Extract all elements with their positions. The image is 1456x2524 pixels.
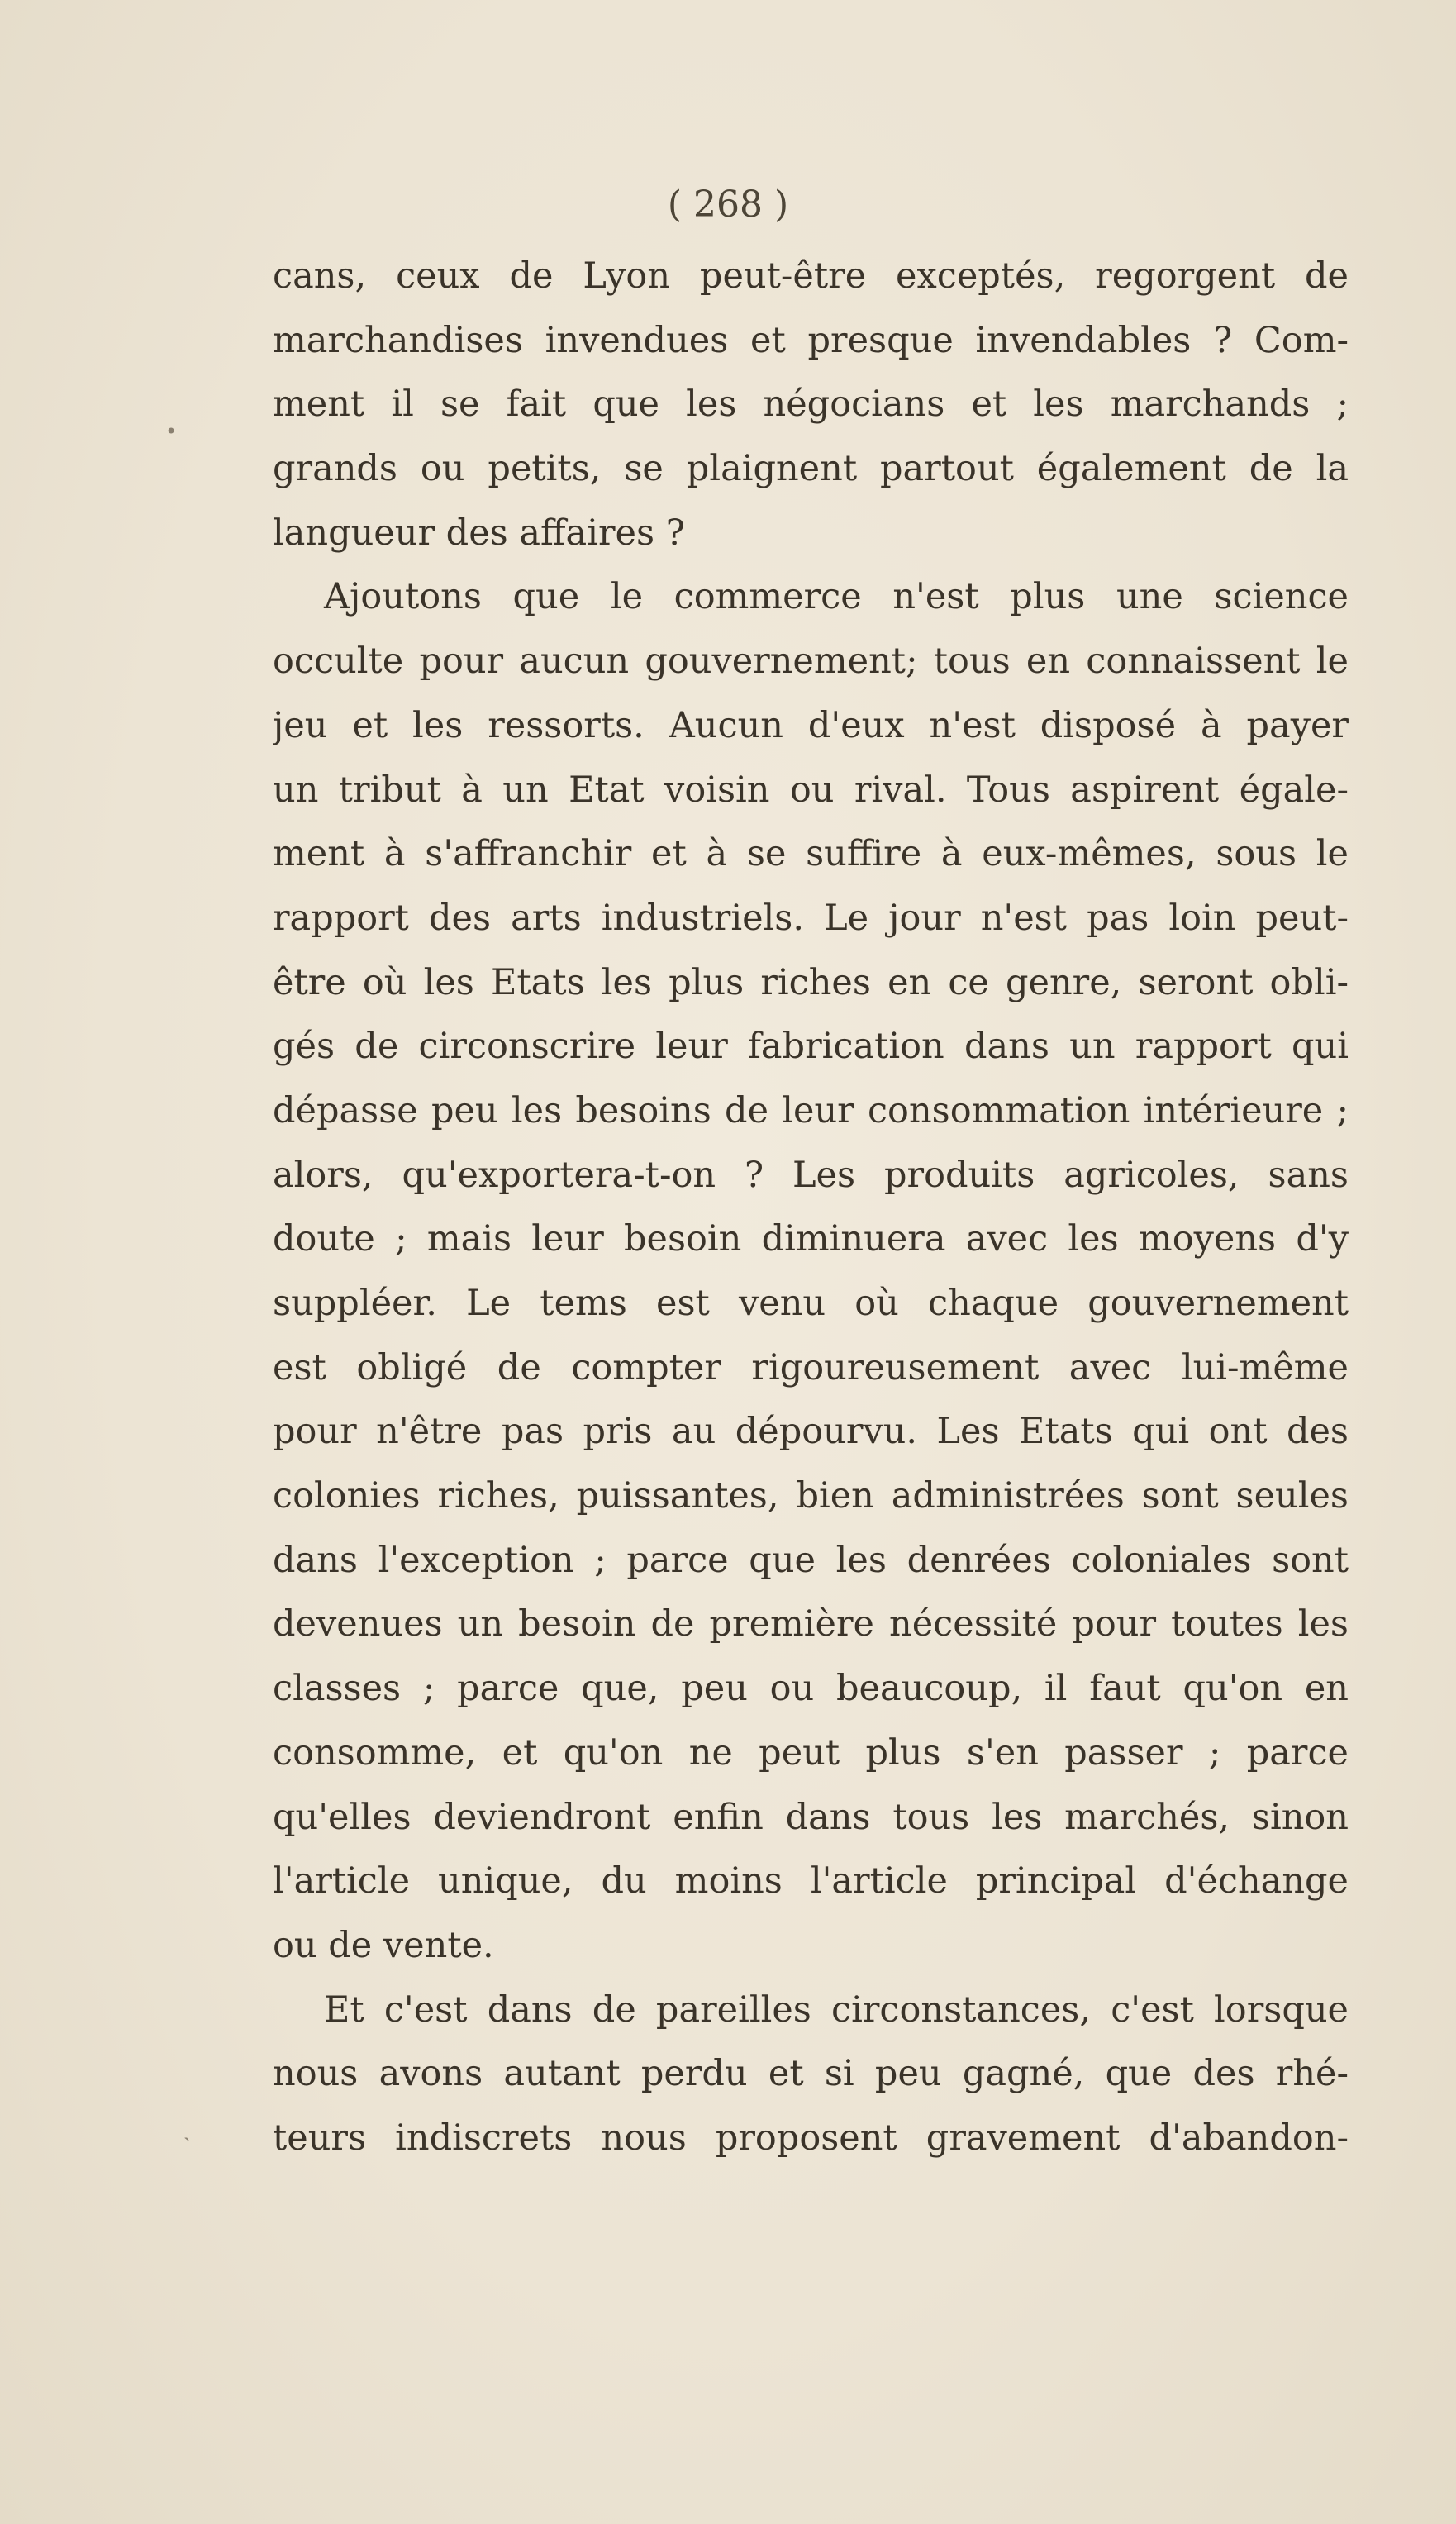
- text-line: ou de vente.: [273, 1924, 494, 1966]
- text-line: colonies riches, puissantes, bien administrées sont seules: [273, 1475, 1349, 1517]
- text-line: consomme, et qu'on ne peut plus s'en passer ; parce: [273, 1731, 1349, 1774]
- body-text: [273, 245, 1349, 2171]
- text-line: marchandises invendues et presque invendables ? Com-: [273, 319, 1349, 361]
- text-line: alors, qu'exportera-t-on ? Les produits agricoles, sans: [273, 1154, 1349, 1196]
- text-line: classes ; parce que, peu ou beaucoup, il faut qu'on en: [273, 1668, 1349, 1710]
- text-line: doute ; mais leur besoin diminuera avec les moyens d'y: [273, 1218, 1349, 1260]
- text-line: Ajoutons que le commerce n'est plus une science: [324, 576, 1349, 618]
- page-number: ( 268 ): [667, 183, 789, 226]
- text-line: occulte pour aucun gouvernement; tous en connaissent le: [273, 641, 1349, 683]
- text-line: ment il se fait que les négocians et les marchands ;: [273, 383, 1349, 426]
- text-line: est obligé de compter rigoureusement avec lui-même: [273, 1346, 1349, 1388]
- text-line: qu'elles deviendront enfin dans tous les marchés, sinon: [273, 1796, 1349, 1838]
- margin-speck: ˎ: [183, 2117, 191, 2142]
- text-line: suppléer. Le tems est venu où chaque gouvernement: [273, 1283, 1349, 1324]
- text-line: dans l'exception ; parce que les denrées coloniales sont: [273, 1539, 1349, 1581]
- text-line: être où les Etats les plus riches en ce genre, seront obli-: [273, 961, 1349, 1003]
- text-line: jeu et les ressorts. Aucun d'eux n'est disposé à payer: [273, 704, 1349, 746]
- margin-speck: •: [165, 420, 178, 443]
- text-line: Et c'est dans de pareilles circonstances, c'est lorsque: [324, 1988, 1349, 2031]
- text-line: devenues un besoin de première nécessité pour toutes les: [273, 1603, 1349, 1645]
- text-line: cans, ceux de Lyon peut-être exceptés, regorgent de: [273, 255, 1349, 297]
- text-line: rapport des arts industriels. Le jour n'est pas loin peut-: [273, 897, 1349, 939]
- text-line: nous avons autant perdu et si peu gagné, que des rhé-: [273, 2053, 1349, 2095]
- text-line: gés de circonscrire leur fabrication dans un rapport qui: [273, 1026, 1349, 1068]
- text-line: langueur des affaires ?: [273, 512, 685, 554]
- text-line: un tribut à un Etat voisin ou rival. Tous aspirent égale-: [273, 769, 1349, 811]
- text-line: dépasse peu les besoins de leur consommation intérieure ;: [273, 1089, 1349, 1131]
- text-line: l'article unique, du moins l'article principal d'échange: [273, 1860, 1349, 1903]
- text-line: ment à s'affranchir et à se suffire à eux-mêmes, sous le: [273, 833, 1349, 875]
- text-line: grands ou petits, se plaignent partout également de la: [273, 448, 1349, 490]
- text-line: teurs indiscrets nous proposent gravement d'abandon-: [273, 2117, 1349, 2159]
- text-line: pour n'être pas pris au dépourvu. Les Etats qui ont des: [273, 1411, 1349, 1453]
